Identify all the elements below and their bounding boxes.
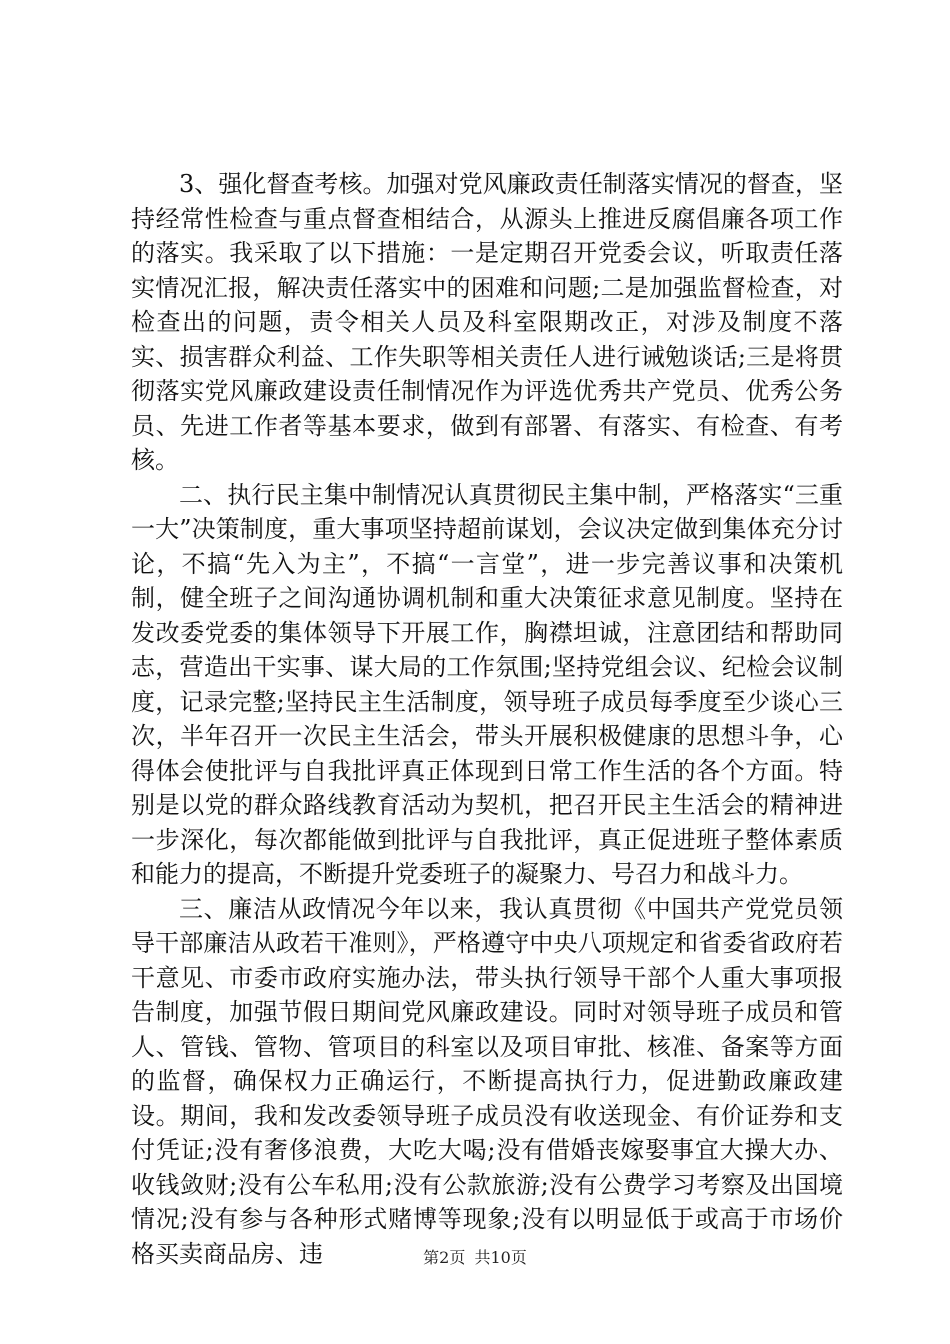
paragraph-supervision: 3、强化督查考核。加强对党风廉政责任制落实情况的督查，坚持经常性检查与重点督查相结合，从源头上推进反腐倡廉各项工作的落实。我采取了以下措施：一是定期召开党委会议，听取责任落实情况汇报，解决责任落实中的困难和问题;二是加强监督检查，对检查出的问题，责令相关人员及科室限期改正，对涉及制度不落实、损害群众利益、工作失职等相关责任人进行诫勉谈话;三是将贯彻落实党风廉政建设责任制情况作为评选优秀共产党员、优秀公务员、先进工作者等基本要求，做到有部署、有落实、有检查、有考核。 <box>131 170 843 474</box>
page-total: 共10页 <box>474 1248 527 1267</box>
document-body <box>131 167 843 1271</box>
paragraph-integrity: 三、廉洁从政情况今年以来，我认真贯彻《中国共产党党员领导干部廉洁从政若干准则》，严格遵守中央八项规定和省委省政府若干意见、市委市政府实施办法，带头执行领导干部个人重大事项报告制度，加强节假日期间党风廉政建设。同时对领导班子成员和管人、管钱、管物、管项目的科室以及项目审批、核准、备案等方面的监督，确保权力正确运行，不断提高执行力，促进勤政廉政建设。期间，我和发改委领导班子成员没有收送现金、有价证券和支付凭证;没有奢侈浪费，大吃大喝;没有借婚丧嫁娶事宜大操大办、收钱敛财;没有公车私用;没有公款旅游;没有公费学习考察及出国境情况;没有参与各种形式赌博等现象;没有以明显低于或高于市场价格买卖商品房、违 <box>131 894 843 1268</box>
page-footer <box>0 1248 950 1268</box>
page-number: 第2页 <box>423 1248 466 1267</box>
paragraph-democratic-centralism: 二、执行民主集中制情况认真贯彻民主集中制，严格落实“三重一大”决策制度，重大事项坚持超前谋划，会议决定做到集体充分讨论，不搞“先入为主”，不搞“一言堂”，进一步完善议事和决策机制，健全班子之间沟通协调机制和重大决策征求意见制度。坚持在发改委党委的集体领导下开展工作，胸襟坦诚，注意团结和帮助同志，营造出干实事、谋大局的工作氛围;坚持党组会议、纪检会议制度，记录完整;坚持民主生活制度，领导班子成员每季度至少谈心三次，半年召开一次民主生活会，带头开展积极健康的思想斗争，心得体会使批评与自我批评真正体现到日常工作生活的各个方面。特别是以党的群众路线教育活动为契机，把召开民主生活会的精神进一步深化，每次都能做到批评与自我批评，真正促进班子整体素质和能力的提高，不断提升党委班子的凝聚力、号召力和战斗力。 <box>131 480 843 888</box>
